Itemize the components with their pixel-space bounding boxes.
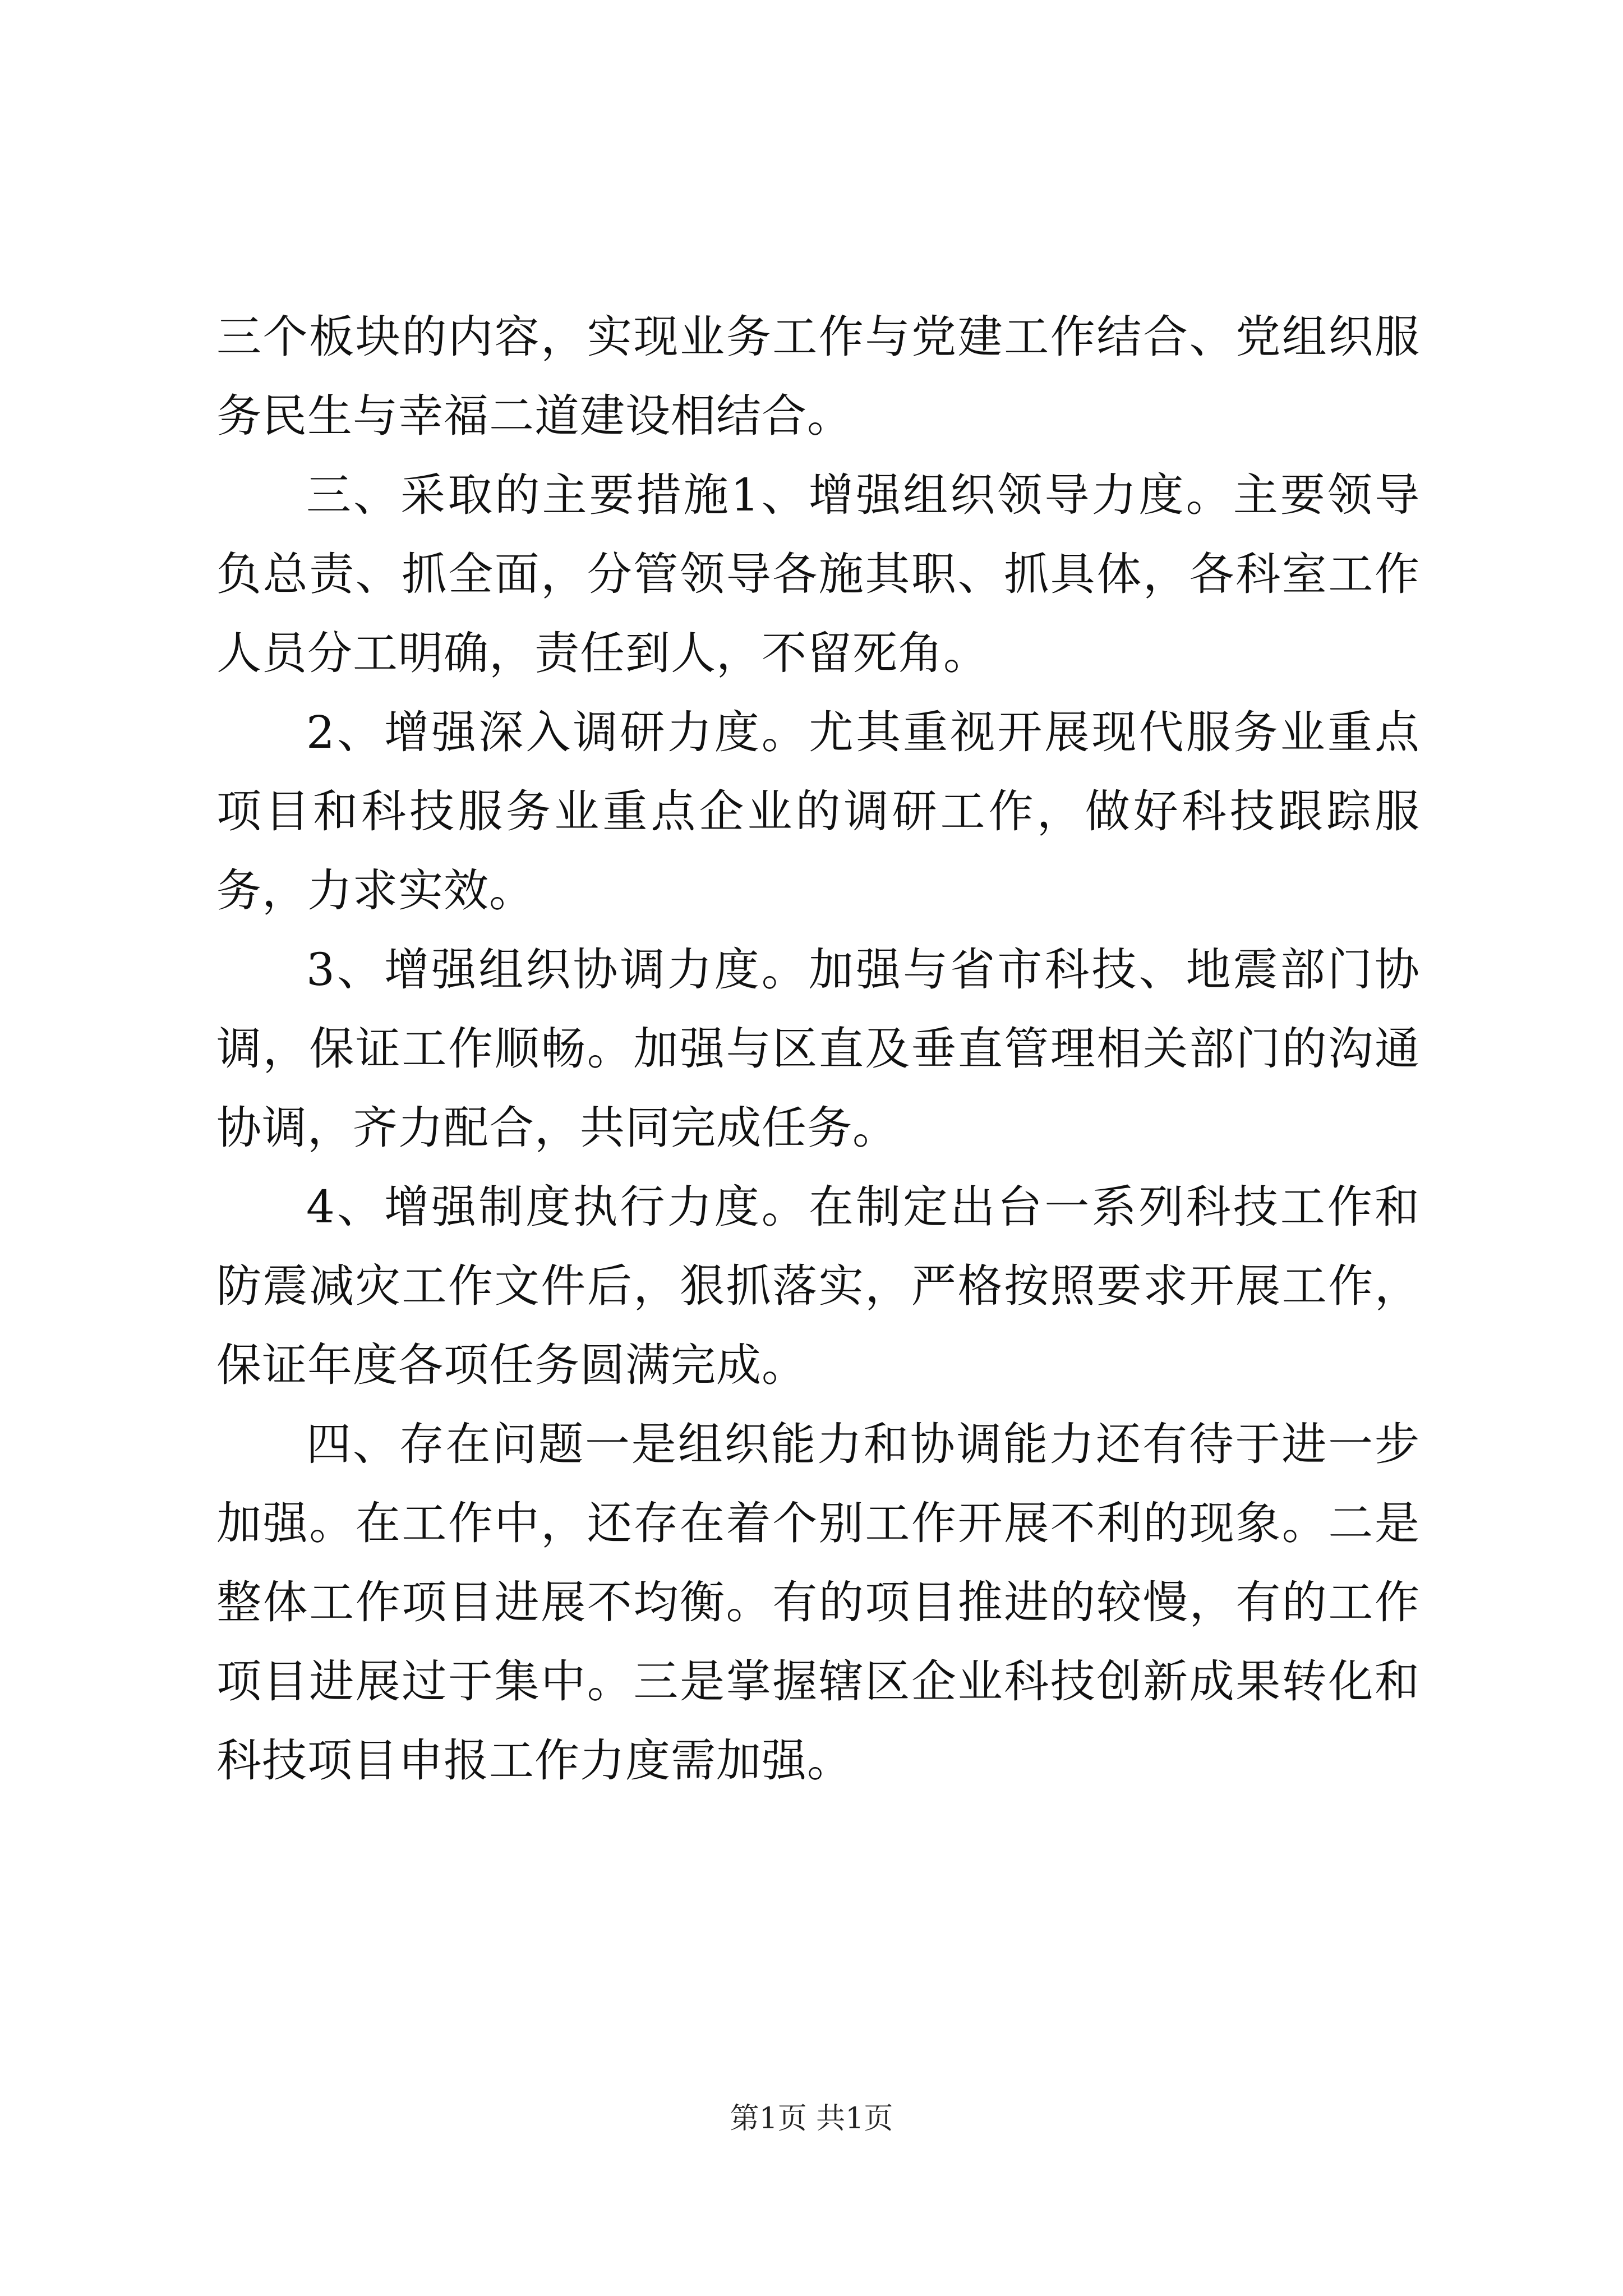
paragraph-continuation: 三个板块的内容，实现业务工作与党建工作结合、党组织服务民生与幸福二道建设相结合。 [216, 311, 1420, 442]
paragraph-coordination: 3、增强组织协调力度。加强与省市科技、地震部门协调，保证工作顺畅。加强与区直及垂直管理相关部门的沟通协调，齐力配合，共同完成任务。 [216, 944, 1420, 1154]
paragraph-problems: 四、存在问题一是组织能力和协调能力还有待于进一步加强。在工作中，还存在着个别工作开展不利的现象。二是整体工作项目进展不均衡。有的项目推进的较慢，有的工作项目进展过于集中。三是掌握辖区企业科技创新成果转化和科技项目申报工作力度需加强。 [216, 1418, 1420, 1787]
paragraph-main-measures: 三、采取的主要措施1、增强组织领导力度。主要领导负总责、抓全面，分管领导各施其职、抓具体，各科室工作人员分工明确，责任到人，不留死角。 [216, 469, 1420, 679]
paragraph-research: 2、增强深入调研力度。尤其重视开展现代服务业重点项目和科技服务业重点企业的调研工作，做好科技跟踪服务，力求实效。 [216, 706, 1420, 917]
paragraph-execution: 4、增强制度执行力度。在制定出台一系列科技工作和防震减灾工作文件后，狠抓落实，严格按照要求开展工作，保证年度各项任务圆满完成。 [216, 1181, 1420, 1391]
page-footer: 第1页 共1页 [730, 2102, 893, 2136]
document-body [216, 297, 1420, 1800]
